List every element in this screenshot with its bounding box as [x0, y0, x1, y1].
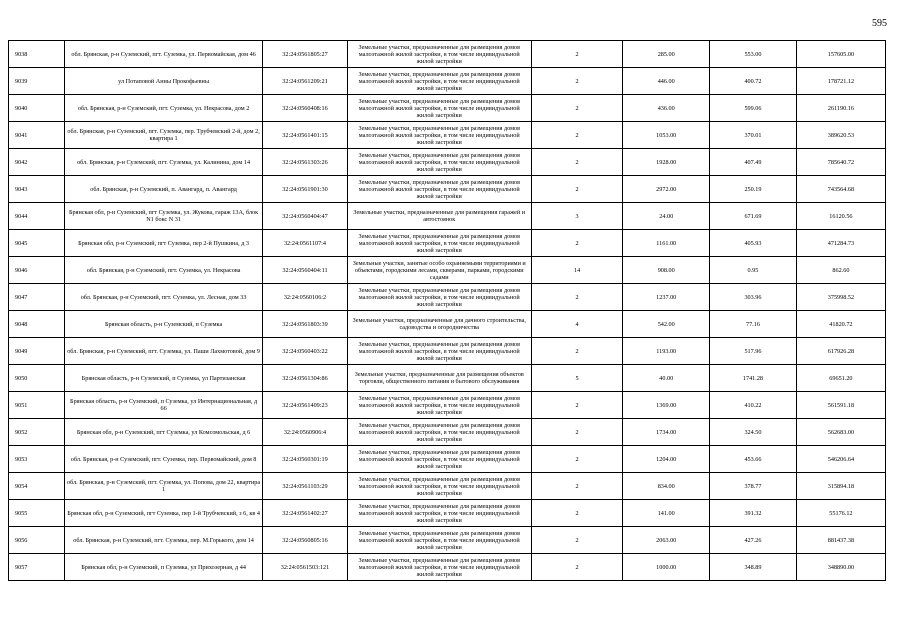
land-use-cell: Земельные участки, предназначенные для размещения домов малоэтажной жилой застройки, в том числе индивидуальной жилой застройки	[347, 338, 531, 365]
table-row	[9, 284, 886, 311]
cadastral-number-cell: 32:24:0561303:26	[263, 149, 347, 176]
cadastral-number-cell: 32:24:0561409:23	[263, 392, 347, 419]
cadastral-value-cell: 69651.20	[796, 365, 885, 392]
cadastral-value-cell: 743564.68	[796, 176, 885, 203]
specific-value-cell: 391.32	[710, 500, 797, 527]
row-number-cell: 9051	[9, 392, 65, 419]
land-use-cell: Земельные участки, предназначенные для размещения домов малоэтажной жилой застройки, в том числе индивидуальной жилой застройки	[347, 176, 531, 203]
use-class-cell: 2	[531, 338, 623, 365]
land-use-cell: Земельные участки, предназначенные для размещения домов малоэтажной жилой застройки, в том числе индивидуальной жилой застройки	[347, 500, 531, 527]
cadastral-number-cell: 32:24:0561805:27	[263, 41, 347, 68]
row-number-cell: 9044	[9, 203, 65, 230]
cadastral-number-cell: 32:24:0561901:30	[263, 176, 347, 203]
specific-value-cell: 453.66	[710, 446, 797, 473]
cadastral-number-cell: 32:24:0560404:11	[263, 257, 347, 284]
row-number-cell: 9040	[9, 95, 65, 122]
cadastral-value-cell: 315894.18	[796, 473, 885, 500]
specific-value-cell: 1741.28	[710, 365, 797, 392]
table-row	[9, 95, 886, 122]
area-cell: 446.00	[623, 68, 710, 95]
address-cell: обл. Брянская, р-н Суземский, п. Авангард, п. Авангард	[64, 176, 262, 203]
land-use-cell: Земельные участки, предназначенные для размещения домов малоэтажной жилой застройки, в том числе индивидуальной жилой застройки	[347, 554, 531, 581]
address-cell: обл. Брянская, р-н Суземский, пгт. Суземка, ул. Лесная, дом 33	[64, 284, 262, 311]
use-class-cell: 2	[531, 284, 623, 311]
address-cell: обл. Брянская, р-н Суземский, пгт. Суземка, ул. Паши Лахмотовой, дом 9	[64, 338, 262, 365]
address-cell: обл. Брянская, р-н Суземский, пгт. Суземка, ул. Некрасова	[64, 257, 262, 284]
land-use-cell: Земельные участки, предназначенные для размещения домов малоэтажной жилой застройки, в том числе индивидуальной жилой застройки	[347, 527, 531, 554]
area-cell: 1369.00	[623, 392, 710, 419]
cadastral-value-cell: 546206.64	[796, 446, 885, 473]
area-cell: 1053.00	[623, 122, 710, 149]
table-row	[9, 338, 886, 365]
specific-value-cell: 671.69	[710, 203, 797, 230]
use-class-cell: 2	[531, 176, 623, 203]
use-class-cell: 2	[531, 446, 623, 473]
land-use-cell: Земельные участки, предназначенные для размещения домов малоэтажной жилой застройки, в том числе индивидуальной жилой застройки	[347, 122, 531, 149]
row-number-cell: 9056	[9, 527, 65, 554]
area-cell: 834.00	[623, 473, 710, 500]
cadastral-number-cell: 32:24:0561107:4	[263, 230, 347, 257]
area-cell: 141.00	[623, 500, 710, 527]
table-row	[9, 149, 886, 176]
row-number-cell: 9055	[9, 500, 65, 527]
address-cell: ул Потаповой Анны Прокофьевны	[64, 68, 262, 95]
cadastral-value-cell: 881437.38	[796, 527, 885, 554]
cadastral-value-cell: 375998.52	[796, 284, 885, 311]
cadastral-number-cell: 32:24:0560906:4	[263, 419, 347, 446]
use-class-cell: 2	[531, 419, 623, 446]
row-number-cell: 9042	[9, 149, 65, 176]
use-class-cell: 2	[531, 122, 623, 149]
land-use-cell: Земельные участки, предназначенные для размещения объектов торговли, общественного питания и бытового обслуживания	[347, 365, 531, 392]
use-class-cell: 2	[531, 149, 623, 176]
use-class-cell: 2	[531, 41, 623, 68]
land-use-cell: Земельные участки, предназначенные для размещения домов малоэтажной жилой застройки, в том числе индивидуальной жилой застройки	[347, 230, 531, 257]
use-class-cell: 3	[531, 203, 623, 230]
page-number: 595	[872, 18, 887, 29]
cadastral-number-cell: 32:24:0561401:15	[263, 122, 347, 149]
area-cell: 436.00	[623, 95, 710, 122]
cadastral-number-cell: 32:24:0561209:21	[263, 68, 347, 95]
use-class-cell: 2	[531, 500, 623, 527]
address-cell: Брянская обл, р-н Суземский, пгт Суземка, пер 2-й Пушкина, д 3	[64, 230, 262, 257]
specific-value-cell: 427.26	[710, 527, 797, 554]
table-row	[9, 500, 886, 527]
address-cell: обл. Брянская, р-н Суземский, пгт. Суземка, ул. Первомайская, дом 46	[64, 41, 262, 68]
cadastral-value-cell: 562683.00	[796, 419, 885, 446]
table-row	[9, 41, 886, 68]
address-cell: Брянская обл, р-н Суземский, пгт Суземка, ул Комсомольская, д 6	[64, 419, 262, 446]
row-number-cell: 9057	[9, 554, 65, 581]
use-class-cell: 5	[531, 365, 623, 392]
cadastral-value-cell: 471284.73	[796, 230, 885, 257]
cadastral-value-cell: 157605.00	[796, 41, 885, 68]
cadastral-number-cell: 32:24:0561803:39	[263, 311, 347, 338]
use-class-cell: 14	[531, 257, 623, 284]
table-row	[9, 527, 886, 554]
row-number-cell: 9046	[9, 257, 65, 284]
area-cell: 2063.00	[623, 527, 710, 554]
table-row	[9, 230, 886, 257]
area-cell: 1000.00	[623, 554, 710, 581]
cadastral-value-cell: 617926.28	[796, 338, 885, 365]
specific-value-cell: 407.49	[710, 149, 797, 176]
cadastral-number-cell: 32:24:0561304:86	[263, 365, 347, 392]
table-row	[9, 365, 886, 392]
area-cell: 285.00	[623, 41, 710, 68]
specific-value-cell: 599.06	[710, 95, 797, 122]
cadastral-number-cell: 32:24:0560301:19	[263, 446, 347, 473]
area-cell: 1734.00	[623, 419, 710, 446]
land-use-cell: Земельные участки, предназначенные для размещения домов малоэтажной жилой застройки, в том числе индивидуальной жилой застройки	[347, 446, 531, 473]
specific-value-cell: 517.96	[710, 338, 797, 365]
area-cell: 2972.00	[623, 176, 710, 203]
table-row	[9, 122, 886, 149]
address-cell: обл. Брянская, р-н Суземский, пгт. Суземка, ул. Некрасова, дом 2	[64, 95, 262, 122]
row-number-cell: 9041	[9, 122, 65, 149]
cadastral-number-cell: 32:24:0560403:22	[263, 338, 347, 365]
address-cell: обл. Брянская, р-н Суземский, пгт. Суземка, ул. Попова, дом 22, квартира 1	[64, 473, 262, 500]
cadastral-value-cell: 55176.12	[796, 500, 885, 527]
use-class-cell: 2	[531, 95, 623, 122]
cadastral-value-cell: 261190.16	[796, 95, 885, 122]
land-use-cell: Земельные участки, занятые особо охраняемыми территориями и объектами, городскими лесами, скверами, парками, городскими садами	[347, 257, 531, 284]
specific-value-cell: 303.96	[710, 284, 797, 311]
land-use-cell: Земельные участки, предназначенные для дачного строительства, садоводства и огородничества	[347, 311, 531, 338]
row-number-cell: 9038	[9, 41, 65, 68]
area-cell: 24.00	[623, 203, 710, 230]
cadastral-value-cell: 178721.12	[796, 68, 885, 95]
use-class-cell: 4	[531, 311, 623, 338]
cadastral-value-cell: 348890.00	[796, 554, 885, 581]
cadastral-value-cell: 16120.56	[796, 203, 885, 230]
cadastral-number-cell: 32:24:0561503:121	[263, 554, 347, 581]
row-number-cell: 9047	[9, 284, 65, 311]
cadastral-number-cell: 32:24:0560408:16	[263, 95, 347, 122]
land-use-cell: Земельные участки, предназначенные для размещения домов малоэтажной жилой застройки, в том числе индивидуальной жилой застройки	[347, 95, 531, 122]
table-row	[9, 176, 886, 203]
cadastral-value-cell: 561591.18	[796, 392, 885, 419]
row-number-cell: 9053	[9, 446, 65, 473]
land-use-cell: Земельные участки, предназначенные для размещения домов малоэтажной жилой застройки, в том числе индивидуальной жилой застройки	[347, 419, 531, 446]
cadastral-value-cell: 41820.72	[796, 311, 885, 338]
use-class-cell: 2	[531, 527, 623, 554]
specific-value-cell: 553.00	[710, 41, 797, 68]
land-use-cell: Земельные участки, предназначенные для размещения домов малоэтажной жилой застройки, в том числе индивидуальной жилой застройки	[347, 473, 531, 500]
row-number-cell: 9048	[9, 311, 65, 338]
address-cell: Брянская область, р-н Суземский, п Суземка	[64, 311, 262, 338]
cadastral-number-cell: 32:24:0560404:47	[263, 203, 347, 230]
land-use-cell: Земельные участки, предназначенные для размещения домов малоэтажной жилой застройки, в том числе индивидуальной жилой застройки	[347, 392, 531, 419]
table-row	[9, 473, 886, 500]
area-cell: 542.00	[623, 311, 710, 338]
row-number-cell: 9052	[9, 419, 65, 446]
land-use-cell: Земельные участки, предназначенные для размещения гаражей и автостоянок	[347, 203, 531, 230]
specific-value-cell: 378.77	[710, 473, 797, 500]
specific-value-cell: 250.19	[710, 176, 797, 203]
area-cell: 1928.00	[623, 149, 710, 176]
row-number-cell: 9043	[9, 176, 65, 203]
address-cell: обл. Брянская, р-н Суземский, пгт. Суземка, пер. М.Горького, дом 14	[64, 527, 262, 554]
area-cell: 1204.00	[623, 446, 710, 473]
address-cell: Брянская обл, р-н Суземский, п Суземка, ул Прихозерная, д 44	[64, 554, 262, 581]
land-use-cell: Земельные участки, предназначенные для размещения домов малоэтажной жилой застройки, в том числе индивидуальной жилой застройки	[347, 149, 531, 176]
specific-value-cell: 0.95	[710, 257, 797, 284]
area-cell: 1161.00	[623, 230, 710, 257]
table-row	[9, 419, 886, 446]
cadastral-value-cell: 862.60	[796, 257, 885, 284]
cadastral-number-cell: 32:24:0560106:2	[263, 284, 347, 311]
cadastral-value-cell: 785640.72	[796, 149, 885, 176]
row-number-cell: 9045	[9, 230, 65, 257]
specific-value-cell: 410.22	[710, 392, 797, 419]
use-class-cell: 2	[531, 473, 623, 500]
cadastral-value-cell: 389620.53	[796, 122, 885, 149]
specific-value-cell: 348.89	[710, 554, 797, 581]
use-class-cell: 2	[531, 392, 623, 419]
use-class-cell: 2	[531, 230, 623, 257]
row-number-cell: 9049	[9, 338, 65, 365]
table-row	[9, 392, 886, 419]
area-cell: 40.00	[623, 365, 710, 392]
specific-value-cell: 77.16	[710, 311, 797, 338]
area-cell: 1237.00	[623, 284, 710, 311]
land-use-cell: Земельные участки, предназначенные для размещения домов малоэтажной жилой застройки, в том числе индивидуальной жилой застройки	[347, 41, 531, 68]
row-number-cell: 9054	[9, 473, 65, 500]
table-row	[9, 203, 886, 230]
address-cell: обл. Брянская, р-н Суземский, пгт. Суземка, ул. Калинина, дом 14	[64, 149, 262, 176]
area-cell: 908.00	[623, 257, 710, 284]
table-row	[9, 68, 886, 95]
specific-value-cell: 400.72	[710, 68, 797, 95]
cadastral-number-cell: 32:24:0561103:29	[263, 473, 347, 500]
table-row	[9, 311, 886, 338]
table-row	[9, 446, 886, 473]
address-cell: Брянская обл, р-н Суземский, пгт Суземка, пер 1-й Трубчевский, з 6, кв 4	[64, 500, 262, 527]
row-number-cell: 9050	[9, 365, 65, 392]
use-class-cell: 2	[531, 68, 623, 95]
address-cell: Брянская область, р-н Суземский, п Суземка, ул Интернациональная, д 66	[64, 392, 262, 419]
address-cell: Брянская область, р-н Суземский, п Суземка, ул Партизанская	[64, 365, 262, 392]
table-row	[9, 554, 886, 581]
address-cell: Брянская обл, р-н Суземский, пгт Суземка, ул. Жукова, гараж 13А, блок N1 бокс N 31	[64, 203, 262, 230]
land-registry-table	[8, 40, 886, 581]
specific-value-cell: 370.01	[710, 122, 797, 149]
cadastral-number-cell: 32:24:0560805:16	[263, 527, 347, 554]
use-class-cell: 2	[531, 554, 623, 581]
specific-value-cell: 324.50	[710, 419, 797, 446]
land-use-cell: Земельные участки, предназначенные для размещения домов малоэтажной жилой застройки, в том числе индивидуальной жилой застройки	[347, 68, 531, 95]
cadastral-number-cell: 32:24:0561402:27	[263, 500, 347, 527]
land-use-cell: Земельные участки, предназначенные для размещения домов малоэтажной жилой застройки, в том числе индивидуальной жилой застройки	[347, 284, 531, 311]
address-cell: обл. Брянская, р-н Суземский, пгт. Суземка, пер. Первомайский, дом 8	[64, 446, 262, 473]
address-cell: обл. Брянская, р-н Суземский, пгт. Суземка, пер. Трубчевский 2-й, дом 2, квартира 1	[64, 122, 262, 149]
specific-value-cell: 405.93	[710, 230, 797, 257]
area-cell: 1193.00	[623, 338, 710, 365]
table-body	[9, 41, 886, 581]
row-number-cell: 9039	[9, 68, 65, 95]
table-row	[9, 257, 886, 284]
